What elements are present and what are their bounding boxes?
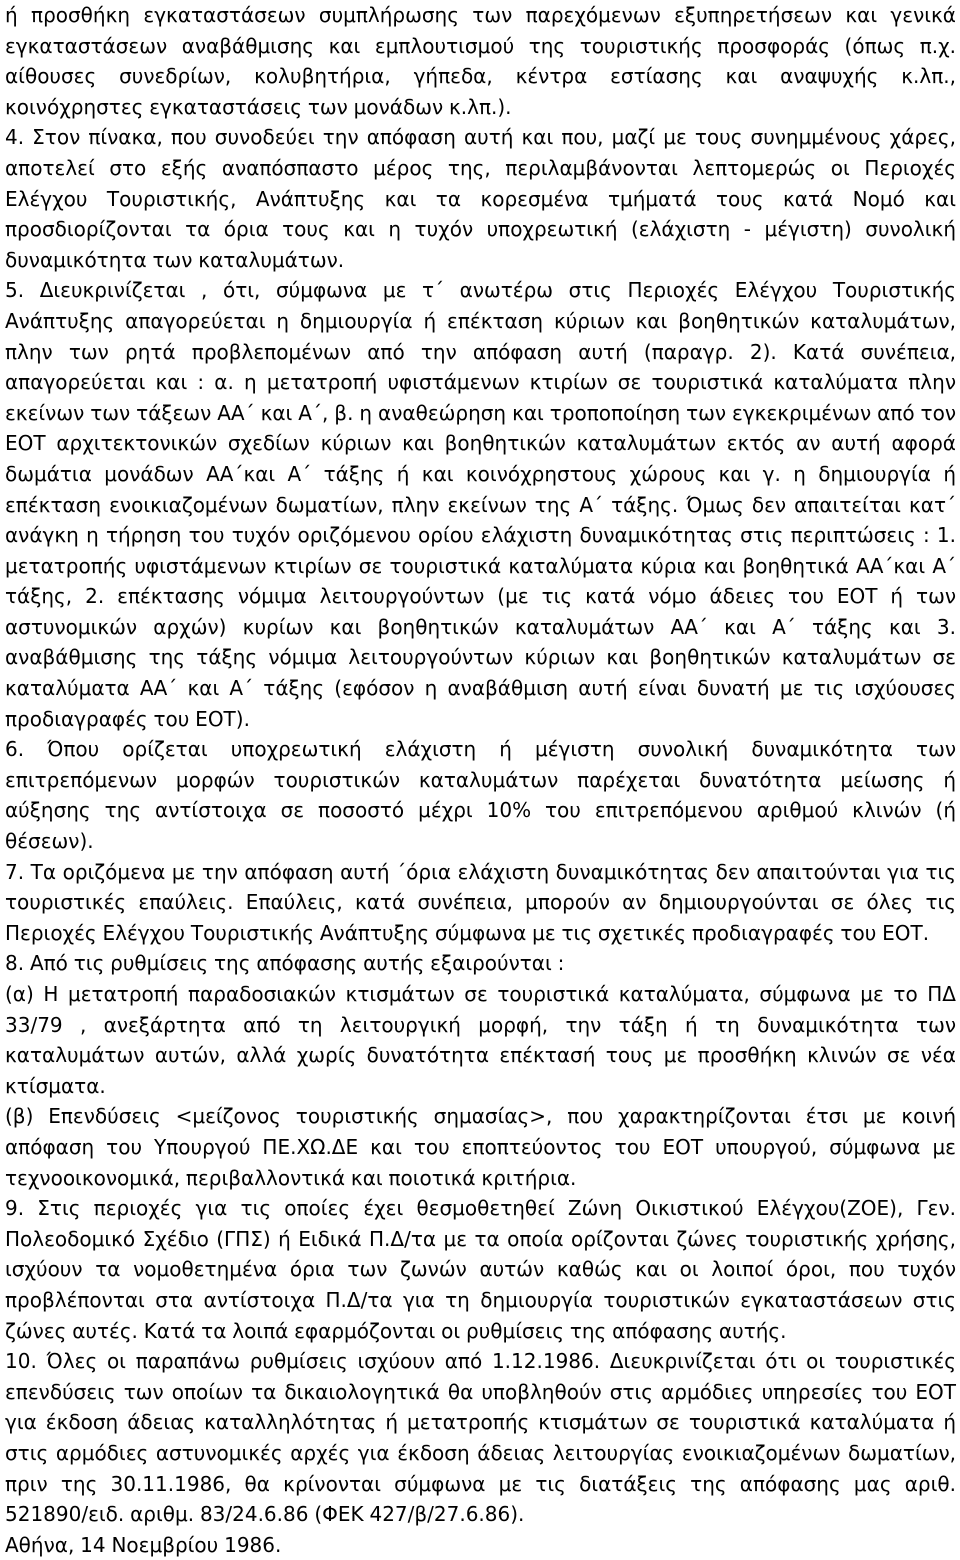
paragraph-8: 8. Από τις ρυθμίσεις της απόφασης αυτής εξαιρούνται : (5, 951, 565, 976)
paragraph-5: 5. Διευκρινίζεται , ότι, σύμφωνα με τ΄ ανωτέρω στις Περιοχές Ελέγχου Τουριστικής Ανάπτυξης απαγορεύεται η δημιουργία ή επέκταση κύριων και βοηθητικών καταλυμάτων, πλην των ρητά προβλεπομένων από την απόφαση αυτή (παραγρ. 2). Κατά συνέπεια, απαγορεύεται και : α. η μετατροπή υφιστάμενων κτιρίων σε τουριστικά καταλύματα πλην εκείνων των τάξεων ΑΑ΄ και Α΄, β. η αναθεώρηση και τροποποίηση των εγκεκριμένων από τον ΕΟΤ αρχιτεκτονικών σχεδίων κύριων και βοηθητικών καταλυμάτων εκτός αν αυτή αφορά δωμάτια μονάδων ΑΑ΄και Α΄ τάξης ή και κοινόχρηστους χώρους και γ. η δημιουργία ή επέκταση ενοικιαζομένων δωματίων, πλην εκείνων της Α΄ τάξης. Όμως δεν απαιτείται κατ΄ ανάγκη η τήρηση του τυχόν οριζόμενου ορίου ελάχιστη δυναμικότητας στις περιπτώσεις : 1. μετατροπής υφιστάμενων κτιρίων σε τουριστικά καταλύματα κύρια και βοηθητικά ΑΑ΄και Α΄ τάξης, 2. επέκτασης νόμιμα λειτουργούντων (με τις κατά νόμο άδειες του ΕΟΤ ή των αστυνομικών αρχών) κυρίων και βοηθητικών καταλυμάτων ΑΑ΄ και Α΄ τάξης και 3. αναβάθμισης της τάξης νόμιμα λειτουργούντων κύριων και βοηθητικών καταλυμάτων σε καταλύματα ΑΑ΄ και Α΄ τάξης (εφόσον η αναβάθμιση αυτή είναι δυνατή με τις ισχύουσες προδιαγραφές του ΕΟΤ). (5, 278, 956, 731)
document-page (5, 0, 956, 1560)
paragraph-10: 10. Όλες οι παραπάνω ρυθμίσεις ισχύουν από 1.12.1986. Διευκρινίζεται ότι οι τουριστικές επενδύσεις των οποίων τα δικαιολογητικά θα υποβληθούν στις αρμόδιες υπηρεσίες του ΕΟΤ για έκδοση άδειας καταλληλότητας ή μετατροπής κτισμάτων σε τουριστικά καταλύματα ή στις αρμόδιες αστυνομικές αρχές για έκδοση άδειας λειτουργίας ενοικιαζομένων δωματίων, πριν της 30.11.1986, θα κρίνονται σύμφωνα με τις διατάξεις της απόφασης μας αριθ. 521890/ειδ. αριθμ. 83/24.6.86 (ΦΕΚ 427/β/27.6.86). (5, 1349, 956, 1527)
paragraph-6: 6. Όπου ορίζεται υποχρεωτική ελάχιστη ή μέγιστη συνολική δυναμικότητα των επιτρεπόμενων μορφών τουριστικών καταλυμάτων παρέχεται δυνατότητα μείωσης ή αύξησης της αντίστοιχα σε ποσοστό μέχρι 10% του επιτρεπόμενου αριθμού κλινών (ή θέσεων). (5, 737, 956, 854)
paragraph-9: 9. Στις περιοχές για τις οποίες έχει θεσμοθετηθεί Ζώνη Οικιστικού Ελέγχου(ΖΟΕ), Γεν. Πολεοδομικό Σχέδιο (ΓΠΣ) ή Ειδικά Π.Δ/τα με τα οποία ορίζονται ζώνες τουριστικής χρήσης, ισχύουν τα νομοθετημένα όρια των ζωνών αυτών καθώς και οι λοιποί όροι, που τυχόν προβλέπονται στα αντίστοιχα Π.Δ/τα για τη δημιουργία τουριστικών εγκαταστάσεων στις ζώνες αυτές. Κατά τα λοιπά εφαρμόζονται οι ρυθμίσεις της απόφασης αυτής. (5, 1196, 956, 1343)
signature-date-line: Αθήνα, 14 Νοεμβρίου 1986. (5, 1532, 282, 1557)
paragraph-8a: (α) Η μετατροπή παραδοσιακών κτισμάτων σε τουριστικά καταλύματα, σύμφωνα με το ΠΔ 33/79 , ανεξάρτητα από τη λειτουργική μορφή, την τάξη ή τη δυναμικότητα των καταλυμάτων αυτών, αλλά χωρίς δυνατότητα επέκτασή τους με προσθήκη κλινών σε νέα κτίσματα. (5, 982, 956, 1098)
paragraph-7: 7. Τα οριζόμενα με την απόφαση αυτή ΄όρια ελάχιστη δυναμικότητας δεν απαιτούνται για τις τουριστικές επαύλεις. Επαύλεις, κατά συνέπεια, μπορούν αν δημιουργούνται σε όλες τις Περιοχές Ελέγχου Τουριστικής Ανάπτυξης σύμφωνα με τις σχετικές προδιαγραφές του ΕΟΤ. (5, 859, 956, 945)
paragraph-8b: (β) Επενδύσεις <μείζονος τουριστικής σημασίας>, που χαρακτηρίζονται έτσι με κοινή απόφαση του Υπουργού ΠΕ.ΧΩ.ΔΕ και του εποπτεύοντος του ΕΟΤ υπουργού, σύμφωνα με τεχνοοικονομικά, περιβαλλοντικά και ποιοτικά κριτήρια. (5, 1104, 956, 1190)
paragraph-continuation: ή προσθήκη εγκαταστάσεων συμπλήρωσης των παρεχόμενων εξυπηρετήσεων και γενικά εγκαταστάσεων αναβάθμισης και εμπλουτισμού της τουριστικής προσφοράς (όπως π.χ. αίθουσες συνεδρίων, κολυβητήρια, γήπεδα, κέντρα εστίασης και αναψυχής κ.λπ., κοινόχρηστες εγκαταστάσεις των μονάδων κ.λπ.). (5, 3, 956, 119)
paragraph-4: 4. Στον πίνακα, που συνοδεύει την απόφαση αυτή και που, μαζί με τους συνημμένους χάρες, αποτελεί στο εξής αναπόσπαστο μέρος της, περιλαμβάνονται λεπτομερώς οι Περιοχές Ελέγχου Τουριστικής, Ανάπτυξης και τα κορεσμένα τμήματά τους κατά Νομό και προσδιορίζονται τα όρια τους και η τυχόν υποχρεωτική (ελάχιστη - μέγιστη) συνολική δυναμικότητα των καταλυμάτων. (5, 125, 956, 272)
